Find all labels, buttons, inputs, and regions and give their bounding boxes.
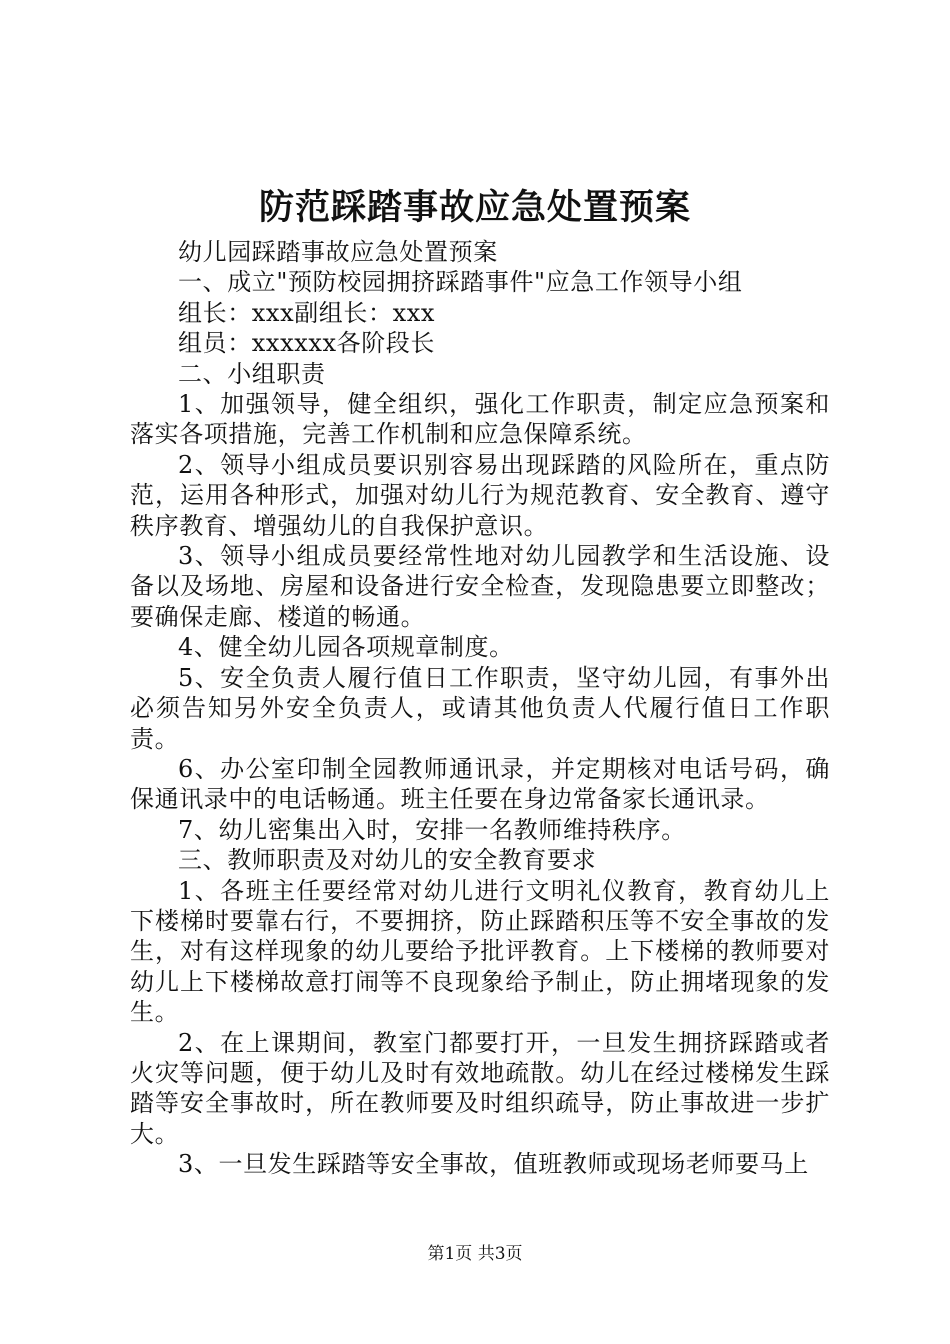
- section-heading-1: 一、成立"预防校园拥挤踩踏事件"应急工作领导小组: [178, 268, 743, 297]
- page-number: 第1页 共3页: [427, 1244, 523, 1264]
- paragraph: 1、加强领导，健全组织，强化工作职责，制定应急预案和落实各项措施，完善工作机制和应急保障系统。: [130, 390, 830, 449]
- paragraph: 6、办公室印制全园教师通讯录，并定期核对电话号码，确保通讯录中的电话畅通。班主任要在身边常备家长通讯录。: [130, 754, 830, 814]
- document-subtitle: 幼儿园踩踏事故应急处置预案: [178, 238, 498, 266]
- paragraph: 7、幼儿密集出入时，安排一名教师维持秩序。: [178, 815, 686, 844]
- paragraph: 1、各班主任要经常对幼儿进行文明礼仪教育，教育幼儿上下楼梯时要靠右行，不要拥挤，防止踩踏积压等不安全事故的发生，对有这样现象的幼儿要给予批评教育。上下楼梯的教师要对幼儿上下楼梯故意打闹等不良现象给予制止，防止拥堵现象的发生。: [130, 876, 830, 1027]
- paragraph: 4、健全幼儿园各项规章制度。: [178, 633, 514, 662]
- document-body: [130, 237, 830, 1180]
- paragraph: 2、领导小组成员要识别容易出现踩踏的风险所在，重点防范，运用各种形式，加强对幼儿行为规范教育、安全教育、遵守秩序教育、增强幼儿的自我保护意识。: [130, 450, 830, 540]
- paragraph: 3、领导小组成员要经常性地对幼儿园教学和生活设施、设备以及场地、房屋和设备进行安全检查，发现隐患要立即整改；要确保走廊、楼道的畅通。: [130, 542, 830, 631]
- leader-line: 组长：xxx副组长：xxx: [178, 298, 436, 327]
- paragraph: 2、在上课期间，教室门都要打开，一旦发生拥挤踩踏或者火灾等问题，便于幼儿及时有效地疏散。幼儿在经过楼梯发生踩踏等安全事故时，所在教师要及时组织疏导，防止事故进一步扩大。: [130, 1028, 830, 1148]
- paragraph: 5、安全负责人履行值日工作职责，坚守幼儿园，有事外出必须告知另外安全负责人，或请其他负责人代履行值日工作职责。: [130, 663, 830, 753]
- members-line: 组员：xxxxxx各阶段长: [178, 329, 436, 358]
- paragraph: 3、一旦发生踩踏等安全事故，值班教师或现场老师要马上: [178, 1150, 809, 1179]
- document-title: 防范踩踏事故应急处置预案: [258, 187, 691, 228]
- section-heading-3: 三、教师职责及对幼儿的安全教育要求: [178, 846, 597, 875]
- section-heading-2: 二、小组职责: [178, 359, 326, 388]
